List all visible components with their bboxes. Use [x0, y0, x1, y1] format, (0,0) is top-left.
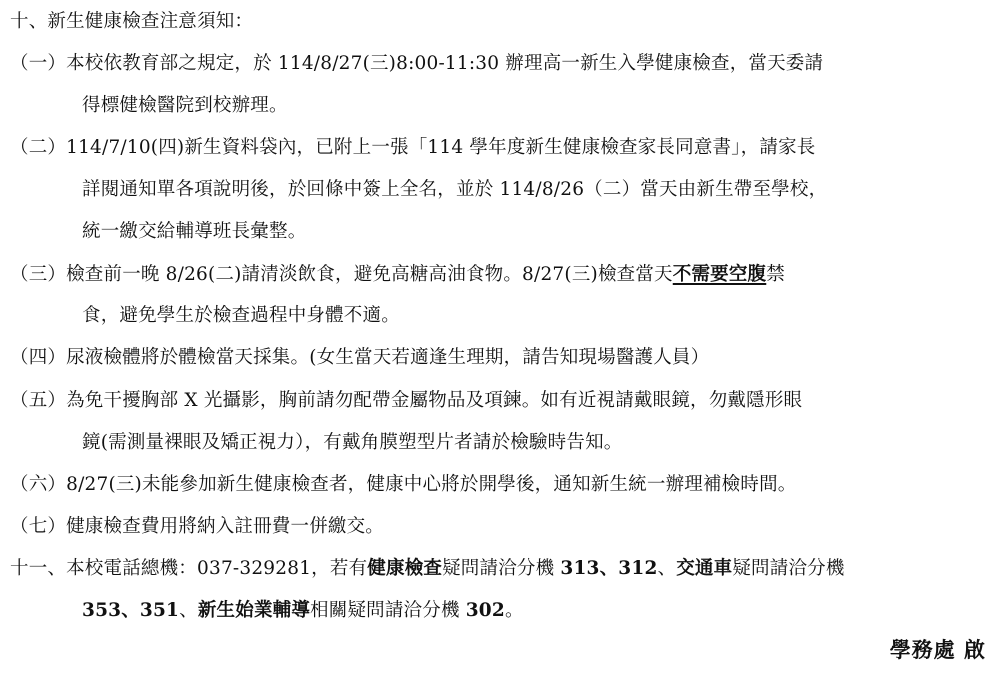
- section-11-text-7: 。: [504, 600, 524, 621]
- section-11-text-6: 相關疑問請洽分機: [310, 600, 466, 621]
- item-1-line-1: （一）本校依教育部之規定，於 114/8/27(三)8:00-11:30 辦理高一新生入學健康檢查，當天委請: [10, 53, 824, 74]
- item-2-line-2: 詳閱通知單各項說明後，於回條中簽上全名，並於 114/8/26（二）當天由新生帶至學校，: [82, 179, 828, 200]
- section-10-heading: 十、新生健康檢查注意須知：: [10, 11, 254, 32]
- item-3-text-a: （三）檢查前一晚 8/26(二)請清淡飲食，避免高糖高油食物。8/27(三)檢查當天: [10, 264, 673, 285]
- health-check-extensions: 313、312: [560, 558, 658, 579]
- item-1-line-2: 得標健檢醫院到校辦理。: [82, 95, 288, 116]
- orientation-extension: 302: [465, 600, 505, 621]
- item-3-text-b: 禁: [766, 264, 785, 285]
- section-11-text-1: 十一、本校電話總機：037-329281，若有: [10, 558, 368, 579]
- section-11-text-4: 疑問請洽分機: [732, 558, 845, 579]
- section-11-line-2: [82, 599, 524, 623]
- item-7-line-1: （七）健康檢查費用將納入註冊費一併繳交。: [10, 516, 385, 537]
- section-11-text-5: 、: [179, 600, 198, 621]
- no-fasting-emphasis: 不需要空腹: [672, 264, 767, 285]
- item-3-line-1: [10, 263, 785, 287]
- school-bus-extensions: 353、351: [82, 600, 180, 621]
- school-bus-label: 交通車: [676, 558, 733, 579]
- item-4-line-1: （四）尿液檢體將於體檢當天採集。(女生當天若適逢生理期，請告知現場醫護人員）: [10, 347, 710, 368]
- item-2-line-1: （二）114/7/10(四)新生資料袋內，已附上一張「114 學年度新生健康檢查家長同意書」，請家長: [10, 137, 816, 158]
- signature: 學務處 啟: [889, 637, 986, 662]
- section-11-text-3: 、: [657, 558, 677, 579]
- item-3-line-2: 食，避免學生於檢查過程中身體不適。: [82, 305, 400, 326]
- orientation-label: 新生始業輔導: [197, 600, 311, 621]
- item-6-line-1: （六）8/27(三)未能參加新生健康檢查者，健康中心將於開學後，通知新生統一辦理補檢時間。: [10, 474, 797, 495]
- item-5-line-2: 鏡(需測量裸眼及矯正視力），有戴角膜塑型片者請於檢驗時告知。: [82, 432, 623, 453]
- health-check-label: 健康檢查: [367, 558, 443, 579]
- section-11-text-2: 疑問請洽分機: [442, 558, 561, 579]
- item-5-line-1: （五）為免干擾胸部 X 光攝影，胸前請勿配帶金屬物品及項鍊。如有近視請戴眼鏡，勿戴隱形眼: [10, 390, 803, 411]
- section-11-line-1: [10, 557, 845, 581]
- item-2-line-3: 統一繳交給輔導班長彙整。: [82, 221, 307, 242]
